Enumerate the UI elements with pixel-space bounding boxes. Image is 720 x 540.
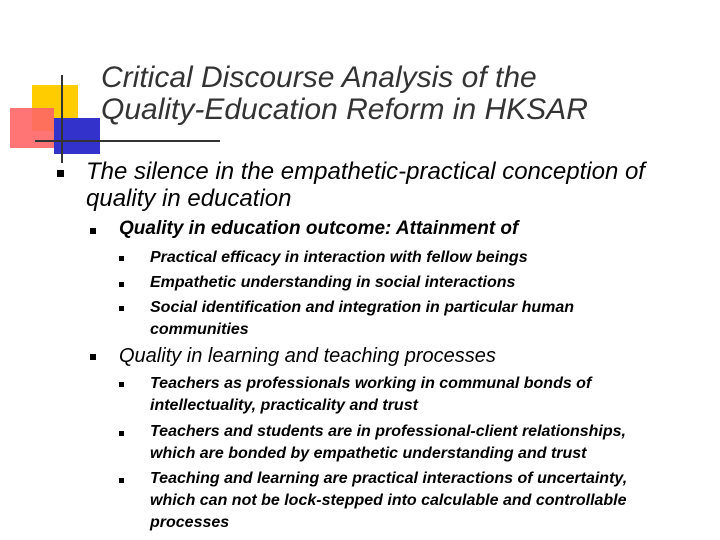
bullet-marker (119, 282, 124, 287)
level3-text-continued: communities (150, 321, 249, 338)
level3-text-continued: which can not be lock-stepped into calculable and controllable (150, 492, 627, 509)
level3-text: Teachers as professionals working in communal bonds of (150, 375, 592, 392)
title-line-2: Quality-Education Reform in HKSAR (101, 93, 588, 126)
decor-horizontal-line (35, 140, 220, 142)
level2-text: Quality in learning and teaching processes (119, 345, 496, 367)
level3-text-continued: which are bonded by empathetic understanding and trust (150, 445, 587, 462)
bullet-marker (57, 170, 64, 177)
level3-text-continued: intellectuality, practicality and trust (150, 397, 418, 414)
level3-text: Teaching and learning are practical interactions of uncertainty, (150, 470, 628, 487)
slide-title (101, 62, 701, 126)
level3-text-continued: processes (150, 514, 230, 531)
bullet-marker (119, 478, 124, 483)
level3-text: Teachers and students are in professional-client relationships, (150, 423, 626, 440)
bullet-marker (119, 256, 124, 261)
bullet-marker (119, 382, 124, 387)
level1-text-line1: The silence in the empathetic-practical conception of (86, 158, 645, 185)
bullet-marker (119, 306, 124, 311)
level3-text: Social identification and integration in particular human (150, 299, 575, 316)
level2-text: Quality in education outcome: Attainment of (119, 218, 519, 239)
decor-red-square (10, 108, 54, 148)
bullet-marker (90, 354, 96, 360)
level1-text-line2: quality in education (86, 185, 292, 212)
title-line-1: Critical Discourse Analysis of the (101, 61, 537, 94)
bullet-marker (90, 228, 96, 234)
bullet-marker (119, 431, 124, 436)
decor-vertical-line (61, 75, 63, 163)
level3-text: Empathetic understanding in social interactions (150, 274, 516, 291)
level3-text: Practical efficacy in interaction with fellow beings (150, 249, 528, 266)
